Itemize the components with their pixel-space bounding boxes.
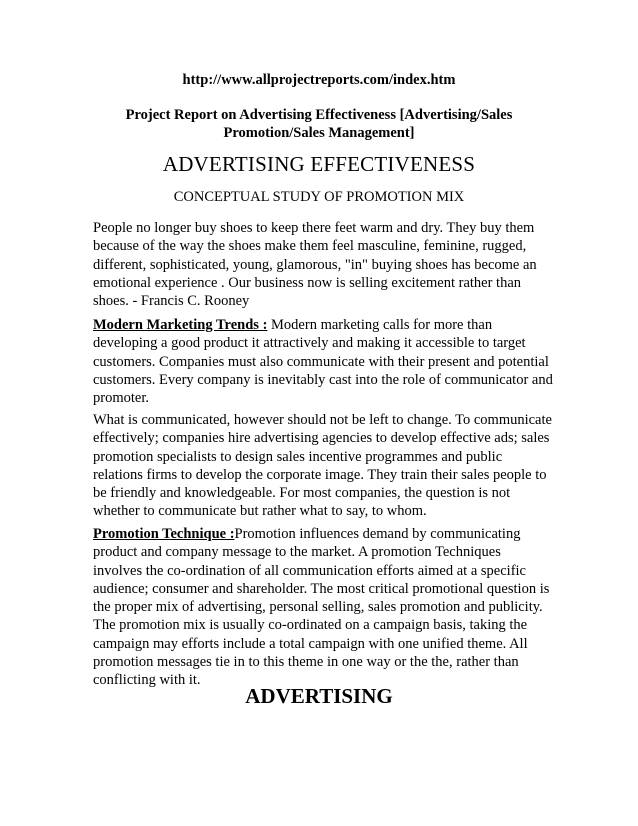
report-title: Project Report on Advertising Effectiveness [Advertising/Sales Promotion/Sales Management] xyxy=(125,107,513,141)
paragraph-quote xyxy=(93,219,553,310)
document-subtitle: CONCEPTUAL STUDY OF PROMOTION MIX xyxy=(173,189,465,205)
paragraph-text: Modern marketing calls for more than developing a good product it attractively and making it accessible to target customers. Companies must also communicate with their present and potential customers. Every company is inevitably cast into the role of communicator and promoter. xyxy=(93,317,553,407)
paragraph-lead-heading: Modern Marketing Trends : xyxy=(93,317,268,333)
paragraph-promotion-technique xyxy=(93,525,553,690)
paragraph-text: What is communicated, however should not be left to change. To communicate effectively; companies hire advertising agencies to develop effective ads; sales promotion specialists to design sales incentive programmes and public relations firms to develop the corporate image. They train their sales people to be friendly and knowledgeable. For most companies, the question is not whether to communicate but rather what to say, to whom. xyxy=(93,412,552,520)
paragraph-text: Promotion influences demand by communicating product and company message to the market. A promotion Techniques involves the co-ordination of all communication efforts aimed at a specific audience; consumer and shareholder. The most critical promotional question is the proper mix of advertising, personal selling, sales promotion and publicity. The promotion mix is usually co-ordinated on a campaign basis, taking the campaign may efforts include a total campaign with one unified theme. All promotion messages tie in to this theme in one way or the the, rather than conflicting with it. xyxy=(93,526,550,689)
paragraph-communication xyxy=(93,411,553,521)
paragraph-modern-marketing-trends xyxy=(93,316,553,407)
document-title: ADVERTISING EFFECTIVENESS xyxy=(162,152,476,176)
paragraph-lead-heading: Promotion Technique : xyxy=(93,526,235,542)
paragraph-text: People no longer buy shoes to keep there feet warm and dry. They buy them because of the way the shoes make them feel masculine, feminine, rugged, different, sophisticated, young, glamorous, "in" buying shoes has become an emotional experience . Our business now is selling excitement rather than shoes. - Francis C. Rooney xyxy=(93,220,537,310)
source-url: http://www.allprojectreports.com/index.htm xyxy=(182,72,456,88)
section-heading-advertising: ADVERTISING xyxy=(245,684,393,708)
